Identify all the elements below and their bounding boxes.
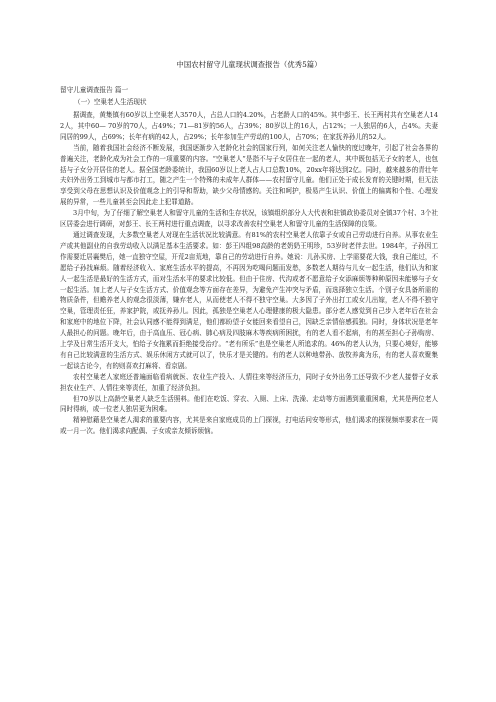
paragraph: 当前，随着我国社会经济不断发展，我国逐渐步入老龄化社会的国家行列，如何关注老人愉快的度过晚年，引起了社会各界的普遍关注，老龄化成为社会工作的一项重要的内容。“空巢老人”是指不与子女居住在一起的老人，其中既包括无子女的老人，也包括与子女分开居住的老人。据全国老龄委统计，我国60岁以上老人占人口总数10%，20xx年将达到2亿。同时，越来越多的青壮年夫妇外出务工到城市与都市打工，随之产生一个特殊的未成年人群体——农村留守儿童。他们正处于成长发育的关键时期，但无法享受到父母在思想认识及价值观念上的引导和帮助，缺少父母情感的。关注和呵护，极易产生认识、价值上的偏离和个性、心理发展的异常，一些儿童甚至会因此走上犯罪道路。 bbox=[60, 143, 438, 207]
paragraph: 精神慰藉是空巢老人渴求的重要内容，尤其是来自家庭成员的上门探视，打电话问安等形式，他们渴求的探视频率要求在一周或一月一次。他们渴求向配偶、子女或亲友倾诉烦恼。 bbox=[60, 416, 438, 436]
section-heading: （一）空巢老人生活现状 bbox=[74, 98, 147, 106]
body-text bbox=[60, 110, 438, 437]
paragraph: 但70岁以上高龄空巢老人缺乏生活照料。他们在吃饭、穿衣、入厕、上床、洗澡、走动等方面遇到重重困难，尤其是两位老人同时得病，或一位老人独居更为困难。 bbox=[60, 394, 438, 414]
document-subtitle: 留守儿童调查报告 篇一 bbox=[60, 86, 129, 94]
paragraph: 农村空巢老人家庭还普遍面临看病就医、农业生产投入、人情往来等经济压力，同时子女外出务工还导致不少老人接替子女承担农业生产、人情往来等责任，加重了经济负担。 bbox=[60, 372, 438, 392]
paragraph: 3月中旬，为了仔细了解空巢老人和留守儿童的生活和生存状况，该镇组织部分人大代表和驻镇政协委员对全镇37个村、3个社区居委会进行调研，对彭王、长王两村进行重点调查，以寻求改善农村空巢老人和留守儿童的生活保障的良策。 bbox=[60, 209, 438, 229]
document-title: 中国农村留守儿童现状调查报告（优秀5篇） bbox=[176, 60, 322, 69]
paragraph: 通过调查发现，大多数空巢老人对现在生活状况比较满意。有81%的农村空巢老人依靠子女或自己劳动进行自养。从事农业生产或其他副业的自我劳动收入以满足基本生活要求。如：彭王四组98高龄的老奶奶王明珍，53岁时老伴去世。1984年，子孙因工作需要迁居襄樊后，她一直独守空屋，开荒2亩荒地，靠自己的劳动进行自养。她说：儿孙买房、上学需要花大钱，我自己能过，不愿给子孙找麻烦。随着经济收入、家庭生活水平的提高，不再因为吃喝问题而发愁，多数老人期待与儿女一起生活，他们认为和家人一起生活是最好的生活方式，而对生活水平的要求比较低。但由于住房、代沟或者不愿意给子女添麻烦等种种原因未能够与子女一起生活。加上老人与子女生活方式、价值观念等方面存在差异，为避免产生冲突与矛盾，而选择独立生活。个别子女具备所需的物质条件，但赡养老人的观念很淡薄，嫌弃老人，从而使老人不得不独守空巢。大多因了子外出打工或女儿出嫁，老人不得不独守空巢，管理责任狂，养家护院，或抚养孙儿。因此，孤独是空巢老人心理健康的极大隐患。部分老人感觉到自己步入老年后在社会和家庭中的地位下降，社会认同感不能得到满足，他们都盼望子女能回来看望自己，因缺乏亲情倍感孤独。同时，身体状况是老年人最担心的问题。晚年后，由于高血压、冠心病、肺心病及四肢麻木等疾病所困扰，有的老人看不起病，有的甚至担心子孙购房、上学及日常生活开支大，怕给子女拖累而拒绝接受治疗。“老有所乐”也是空巢老人所追求的。46%的老人认为，只要心境好，能够有自己比较满意的生活方式、娱乐休闲方式就可以了，快乐才是关键的。有的老人以种地带孙、放牧养禽为乐，有的老人喜欢聚集一起谈古论今，有的则喜欢打麻将、看京剧。 bbox=[60, 230, 438, 370]
paragraph: 据调查，黄集镇有60岁以上空巢老人3570人，占总人口的4.20%，占老龄人口的45%。其中彭王、长王两村共有空巢老人142人，其中60— 70岁的70人，占49%；71—81岁的56人，占39%；80岁以上的16人，占12%；一人独居的6人，占4%。夫妻同居的99人，占69%；长年有病的42人，占29%；长年参加生产劳动的100人，占70%；在家抚养孙儿的52人。 bbox=[60, 111, 438, 141]
